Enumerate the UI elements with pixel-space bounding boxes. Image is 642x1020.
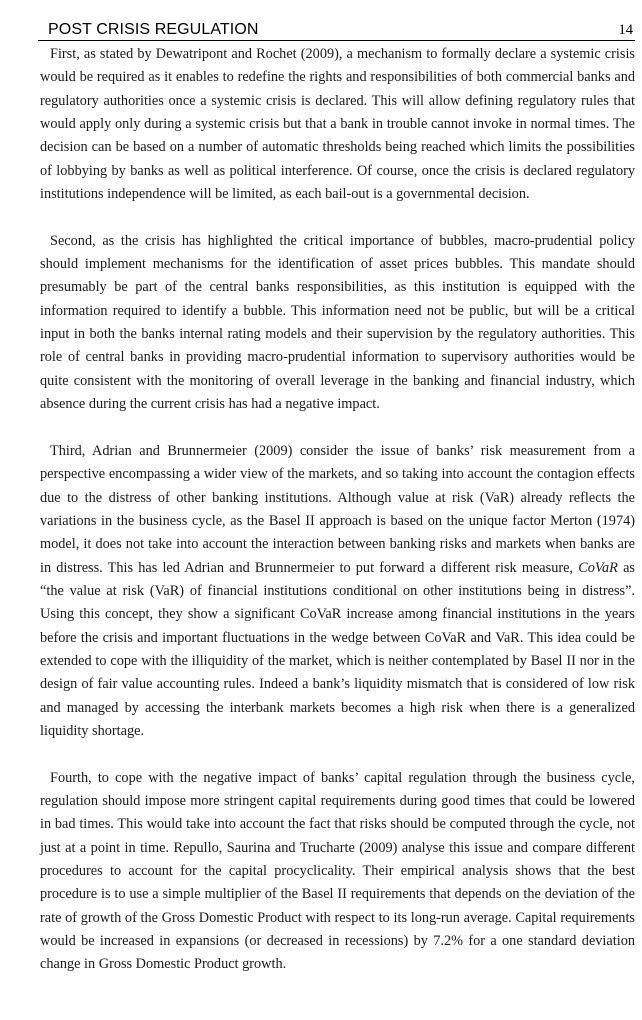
page-number: 14	[618, 22, 633, 38]
paragraph-third	[40, 440, 635, 743]
running-title: POST CRISIS REGULATION	[48, 21, 259, 38]
paragraph-third-text-a: Third, Adrian and Brunnermeier (2009) consider the issue of banks’ risk measurement from a perspective encompassing a wider view of the markets, and so taking into account the contagion effects due to the distress of other banking institutions. Although value at risk (VaR) already reflects the variations in the business cycle, as the Basel II approach is based on the unique factor Merton (1974) model, it does not take into account the interaction between banking risks and markets when banks are in distress. This has led Adrian and Brunnermeier to put forward a different risk measure,	[40, 442, 635, 576]
paragraph-first: First, as stated by Dewatripont and Rochet (2009), a mechanism to formally declare a systemic crisis would be required as it enables to redefine the rights and responsibilities of both commercial banks and regulatory authorities once a systemic crisis is declared. This will allow defining regulatory rules that would apply only during a systemic crisis but that a bank in trouble cannot invoke in normal times. The decision can be based on a number of automatic thresholds being reached which limits the possibilities of lobbying by banks as well as political interference. Of course, once the crisis is declared regulatory institutions independence will be limited, as each bail-out is a governmental decision.	[40, 46, 635, 203]
covar-term: CoVaR	[578, 559, 618, 576]
page-header	[38, 20, 635, 41]
paragraph-second: Second, as the crisis has highlighted the critical importance of bubbles, macro-prudential policy should implement mechanisms for the identification of asset prices bubbles. This mandate should presumably be part of the central banks responsibilities, as this institution is equipped with the information required to identify a bubble. This information need not be public, but will be a critical input in both the banks internal rating models and their supervision by the regulatory authorities. This role of central banks in providing macro-prudential information to supervisory authorities would be quite consistent with the monitoring of overall leverage in the banking and financial industry, which absence during the current crisis has had a negative impact.	[40, 232, 635, 413]
body-text	[40, 43, 635, 977]
paragraph-fourth: Fourth, to cope with the negative impact of banks’ capital regulation through the business cycle, regulation should impose more stringent capital requirements during good times that could be lowered in bad times. This would take into account the fact that risks should be computed through the cycle, not just at a point in time. Repullo, Saurina and Trucharte (2009) analyse this issue and compare different procedures to account for the capital procyclicality. Their empirical analysis shows that the best procedure is to use a simple multiplier of the Basel II requirements that depends on the deviation of the rate of growth of the Gross Domestic Product with respect to its long-run average. Capital requirements would be increased in expansions (or decreased in recessions) by 7.2% for a one standard deviation change in Gross Domestic Product growth.	[40, 769, 635, 973]
paragraph-third-text-b: as “the value at risk (VaR) of financial institutions conditional on other institutions being in distress”. Using this concept, they show a significant CoVaR increase among financial institutions in the years before the crisis and important fluctuations in the wedge between CoVaR and VaR. This idea could be extended to cope with the illiquidity of the market, which is neither contemplated by Basel II nor in the design of fair value accounting rules. Indeed a bank’s liquidity mismatch that is considered of low risk and managed by accessing the interbank markets becomes a high risk when there is a generalized liquidity shortage.	[40, 559, 635, 739]
